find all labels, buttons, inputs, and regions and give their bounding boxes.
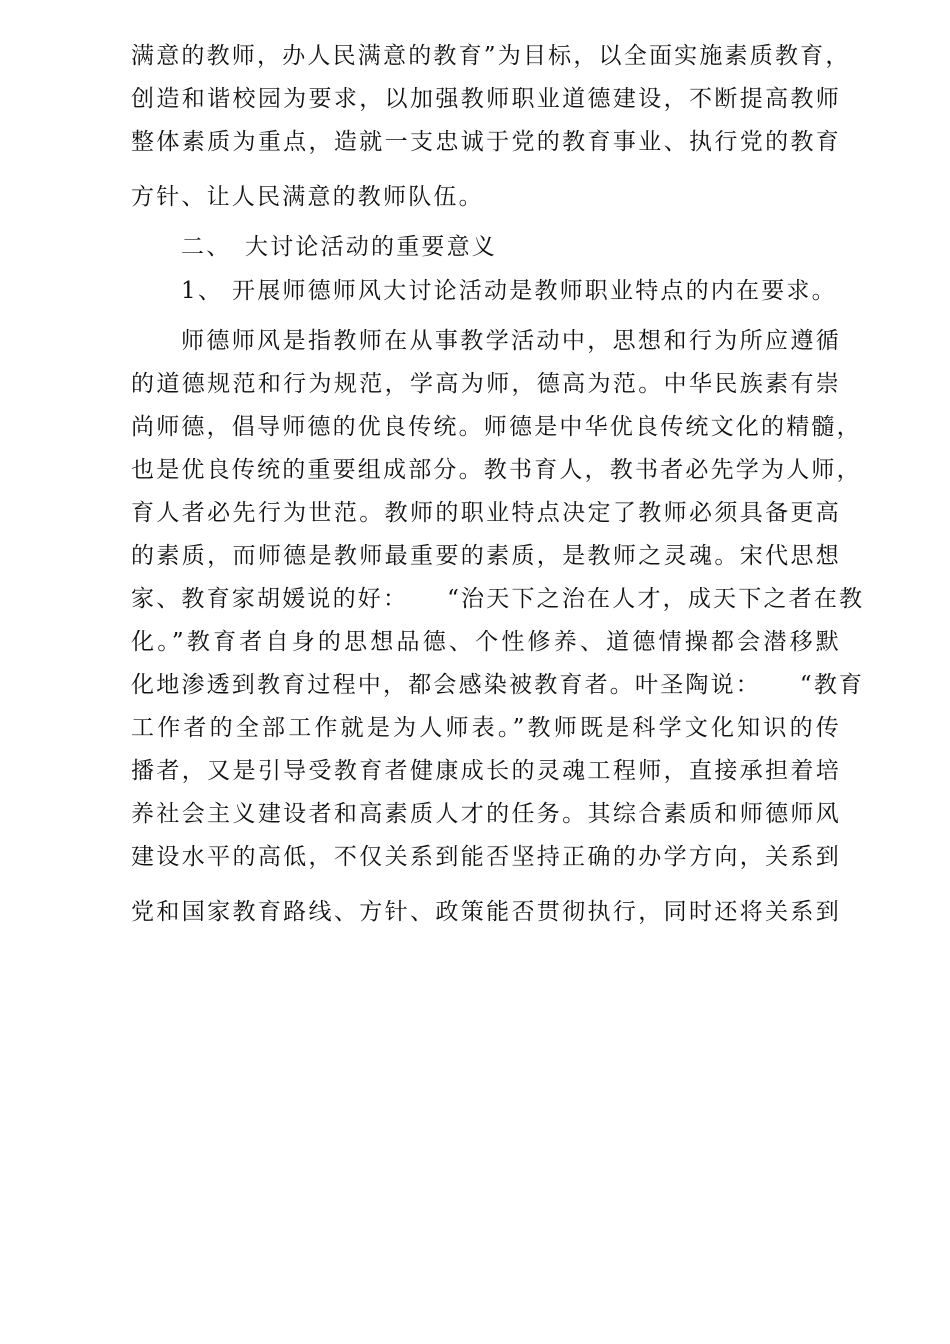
body-paragraph-line-6: 的素质，而师德是教师最重要的素质，是教师之灵魂。宋代思想 <box>131 543 841 569</box>
body-paragraph-line-10: 工作者的全部工作就是为人师表。”教师既是科学文化知识的传 <box>131 715 841 741</box>
section-heading: 大讨论活动的重要意义 <box>245 234 497 260</box>
body-paragraph-line-1: 师德师风是指教师在从事教学活动中，思想和行为所应遵循 <box>181 328 841 354</box>
subheading-number: 1、 <box>181 278 224 304</box>
body-paragraph-line-12: 养社会主义建设者和高素质人才的任务。其综合素质和师德师风 <box>131 801 841 827</box>
intro-paragraph-line-4: 方针、让人民满意的教师队伍。 <box>131 184 484 210</box>
body-paragraph-line-3: 尚师德，倡导师德的优良传统。师德是中华优良传统文化的精髓， <box>131 414 862 440</box>
body-paragraph-line-5: 育人者必先行为世范。教师的职业特点决定了教师必须具备更高 <box>131 500 841 526</box>
intro-paragraph-line-2: 创造和谐校园为要求，以加强教师职业道德建设，不断提高教师 <box>131 86 841 112</box>
body-paragraph-line-8: 化。”教育者自身的思想品德、个性修养、道德情操都会潜移默 <box>131 629 841 655</box>
body-paragraph-line-11: 播者，又是引导受教育者健康成长的灵魂工程师，直接承担着培 <box>131 758 841 784</box>
intro-paragraph-line-3: 整体素质为重点，造就一支忠诚于党的教育事业、执行党的教育 <box>131 129 841 155</box>
intro-paragraph-line-1: 满意的教师，办人民满意的教育”为目标，以全面实施素质教育， <box>131 43 851 69</box>
body-paragraph-line-14: 党和国家教育路线、方针、政策能否贯彻执行，同时还将关系到 <box>131 899 841 925</box>
body-paragraph-line-2: 的道德规范和行为规范，学高为师，德高为范。中华民族素有崇 <box>131 371 841 397</box>
body-paragraph-line-9: 化地渗透到教育过程中，都会感染被教育者。叶圣陶说： “教育 <box>131 672 865 698</box>
body-paragraph-line-7: 家、教育家胡媛说的好： “治天下之治在人才，成天下之者在教 <box>131 586 865 612</box>
body-paragraph-line-4: 也是优良传统的重要组成部分。教书育人，教书者必先学为人师， <box>131 457 862 483</box>
section-heading-number: 二、 <box>181 234 232 260</box>
subheading: 开展师德师风大讨论活动是教师职业特点的内在要求。 <box>232 278 837 304</box>
body-paragraph-line-13: 建设水平的高低，不仅关系到能否坚持正确的办学方向，关系到 <box>131 844 841 870</box>
